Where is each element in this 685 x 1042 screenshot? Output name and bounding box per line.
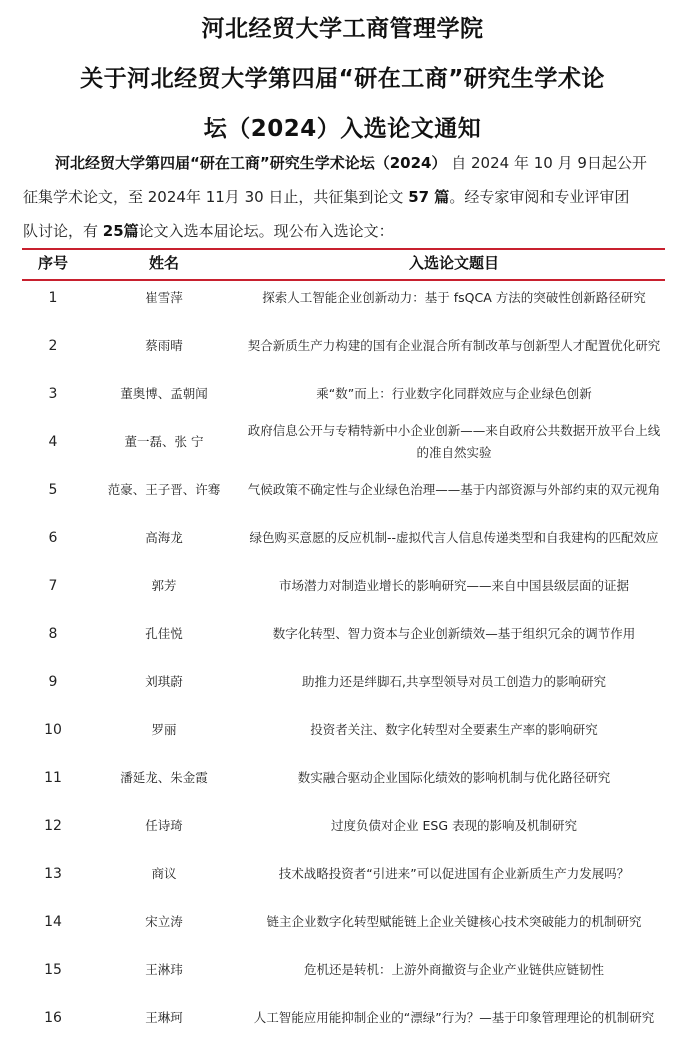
author-names: 宋立涛 xyxy=(145,914,183,929)
table-row xyxy=(22,322,665,370)
row-number: 4 xyxy=(48,434,58,450)
author-names: 范豪、王子晋、许骞 xyxy=(107,482,221,497)
row-number: 12 xyxy=(44,818,62,834)
author-names: 商议 xyxy=(151,866,177,881)
paper-title: 契合新质生产力构建的国有企业混合所有制改革与创新型人才配置优化研究 xyxy=(247,338,661,353)
author-names: 崔雪萍 xyxy=(145,290,183,305)
paper-title: 助推力还是绊脚石,共享型领导对员工创造力的影响研究 xyxy=(302,674,606,689)
author-names: 高海龙 xyxy=(145,530,183,545)
table-row xyxy=(22,418,665,466)
table-row xyxy=(22,802,665,850)
row-number: 11 xyxy=(44,770,62,786)
paper-title: 探索人工智能企业创新动力：基于 fsQCA 方法的突破性创新路径研究 xyxy=(262,290,646,305)
intro-line-2 xyxy=(23,186,663,207)
intro-text: 征集学术论文，至 2024年 11月 30 日止，共征集到论文 xyxy=(23,188,409,206)
table-row xyxy=(22,274,665,322)
row-number: 1 xyxy=(48,290,58,306)
table-row xyxy=(22,610,665,658)
header-name: 姓名 xyxy=(148,254,179,272)
row-number: 8 xyxy=(48,626,58,642)
author-names: 郭芳 xyxy=(151,578,177,593)
author-names: 王琳珂 xyxy=(145,1010,183,1025)
document-title-line-2: 关于河北经贸大学第四届“研在工商”研究生学术论 xyxy=(80,66,605,92)
paper-title: 投资者关注、数字化转型对全要素生产率的影响研究 xyxy=(310,722,598,737)
intro-text: 论文入选本届论坛。现公布入选论文： xyxy=(138,222,394,240)
table-row xyxy=(22,946,665,994)
author-names: 任诗琦 xyxy=(145,818,183,833)
row-number: 5 xyxy=(48,482,58,498)
row-number: 15 xyxy=(44,962,62,978)
table-row xyxy=(22,754,665,802)
table-top-rule xyxy=(22,248,665,250)
paper-title: 绿色购买意愿的反应机制--虚拟代言人信息传递类型和自我建构的匹配效应 xyxy=(249,530,659,545)
row-number: 2 xyxy=(48,338,58,354)
forum-name: 河北经贸大学第四届“研在工商”研究生学术论坛（2024） xyxy=(55,154,447,172)
row-number: 9 xyxy=(48,674,58,690)
author-names: 潘延龙、朱金霞 xyxy=(120,770,208,785)
table-row xyxy=(22,466,665,514)
row-number: 3 xyxy=(48,386,58,402)
author-names: 孔佳悦 xyxy=(145,626,183,641)
author-names: 罗丽 xyxy=(151,722,177,737)
header-no: 序号 xyxy=(37,254,68,272)
intro-text: 自 2024 年 10 月 9日起公开 xyxy=(451,154,647,172)
table-row xyxy=(22,898,665,946)
paper-title: 技术战略投资者“引进来”可以促进国有企业新质生产力发展吗？ xyxy=(278,866,630,881)
author-names: 董一磊、张 宁 xyxy=(124,434,204,449)
table-row xyxy=(22,994,665,1042)
row-number: 6 xyxy=(48,530,58,546)
header-title: 入选论文题目 xyxy=(408,254,499,272)
paper-title: 乘“数”而上：行业数字化同群效应与企业绿色创新 xyxy=(316,386,592,401)
paper-title: 市场潜力对制造业增长的影响研究——来自中国县级层面的证据 xyxy=(278,578,629,593)
selected-count: 25篇 xyxy=(102,222,139,240)
document-title-line-1: 河北经贸大学工商管理学院 xyxy=(201,16,484,42)
intro-line-1 xyxy=(55,152,685,173)
author-names: 刘琪蔚 xyxy=(145,674,183,689)
row-number: 16 xyxy=(44,1010,62,1026)
author-names: 王淋玮 xyxy=(145,962,183,977)
row-number: 10 xyxy=(44,722,62,738)
paper-title: 政府信息公开与专精特新中小企业创新——来自政府公共数据开放平台上线的准自然实验 xyxy=(247,423,661,460)
submission-count: 57 篇 xyxy=(408,188,450,206)
paper-title: 气候政策不确定性与企业绿色治理——基于内部资源与外部约束的双元视角 xyxy=(247,482,661,497)
paper-title: 危机还是转机：上游外商撤资与企业产业链供应链韧性 xyxy=(303,962,604,977)
intro-text: 队讨论，有 xyxy=(23,222,103,240)
author-names: 蔡雨晴 xyxy=(145,338,183,353)
row-number: 7 xyxy=(48,578,58,594)
intro-text: 。经专家审阅和专业评审团 xyxy=(449,188,630,206)
author-names: 董奥博、孟朝闻 xyxy=(120,386,208,401)
row-number: 13 xyxy=(44,866,62,882)
document-title-line-3: 坛（2024）入选论文通知 xyxy=(203,116,482,142)
table-row xyxy=(22,514,665,562)
paper-title: 链主企业数字化转型赋能链上企业关键核心技术突破能力的机制研究 xyxy=(266,914,642,929)
paper-title: 数字化转型、智力资本与企业创新绩效—基于组织冗余的调节作用 xyxy=(272,626,636,641)
paper-title: 人工智能应用能抑制企业的“漂绿”行为？—基于印象管理理论的机制研究 xyxy=(253,1010,655,1025)
table-row xyxy=(22,706,665,754)
table-row xyxy=(22,562,665,610)
table-row xyxy=(22,370,665,418)
paper-title: 过度负债对企业 ESG 表现的影响及机制研究 xyxy=(331,818,577,833)
table-row xyxy=(22,658,665,706)
paper-title: 数实融合驱动企业国际化绩效的影响机制与优化路径研究 xyxy=(297,770,611,785)
intro-line-3 xyxy=(23,220,663,241)
table-row xyxy=(22,850,665,898)
row-number: 14 xyxy=(44,914,62,930)
